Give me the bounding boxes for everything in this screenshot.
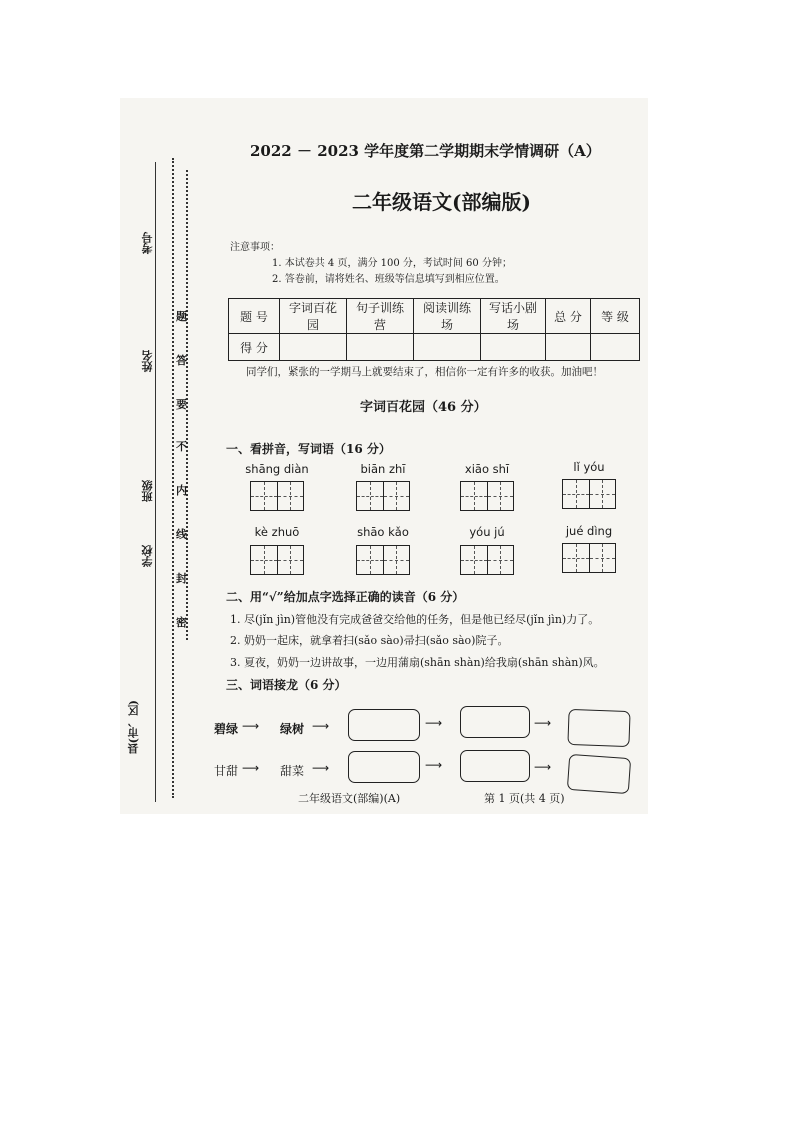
score-cell[interactable] [414,334,481,361]
seal-char: 要 [176,398,187,411]
section-title: 字词百花园（46 分） [360,400,487,415]
seal-char: 不 [176,440,187,453]
seal-char: 内 [176,484,187,497]
answer-box[interactable] [567,754,631,794]
table-header-cell: 字词百花园 [280,299,347,334]
chain-second-word: 绿树 [280,722,305,736]
answer-box[interactable] [348,751,420,783]
table-header-cell: 句子训练营 [347,299,414,334]
table-header-cell: 总 分 [546,299,591,334]
seal-char: 答 [176,354,187,367]
arrow-icon: ⟶ [425,716,443,730]
score-cell[interactable] [481,334,546,361]
arrow-icon: ⟶ [242,719,260,733]
pinyin-label: shāng diàn [245,462,309,476]
writing-grid[interactable] [250,545,304,575]
notes-item: 2. 答卷前，请将姓名、班级等信息填写到相应位置。 [272,274,505,285]
chain-start-word: 碧绿 [214,722,239,736]
table-header-cell: 等 级 [591,299,640,334]
score-cell[interactable] [347,334,414,361]
table-header-cell: 写话小剧场 [481,299,546,334]
score-cell[interactable] [546,334,591,361]
answer-box[interactable] [460,750,530,782]
chain-start-word: 甘甜 [214,764,239,778]
arrow-icon: ⟶ [534,760,552,774]
table-header-cell: 题 号 [229,299,280,334]
score-cell[interactable] [280,334,347,361]
seal-char: 线 [176,528,187,541]
exam-title: 2022 － 2023 学年度第二学期期末学情调研（A） [250,142,601,160]
pinyin-label: shāo kǎo [357,525,409,539]
answer-box[interactable] [460,706,530,738]
writing-grid[interactable] [460,481,514,511]
label-class: 班级 [141,480,154,502]
label-school: 学校 [141,545,154,567]
answer-box[interactable] [567,709,630,747]
writing-grid[interactable] [562,543,616,573]
notes-item: 1. 本试卷共 4 页，满分 100 分，考试时间 60 分钟； [272,258,512,269]
footer-left: 二年级语文(部编)(A) [298,792,401,805]
seal-char: 封 [176,572,187,585]
chain-second-word: 甜菜 [280,764,305,778]
writing-grid[interactable] [460,545,514,575]
seal-char: 密 [176,616,187,629]
footer-page: 第 1 页(共 4 页) [484,792,565,805]
writing-grid[interactable] [562,479,616,509]
pinyin-label: jué dìng [565,524,613,538]
intro-text: 同学们，紧张的一学期马上就要结束了，相信你一定有许多的收获。加油吧！ [246,366,603,378]
seal-line [172,158,174,798]
pinyin-label: xiāo shī [464,462,510,476]
table-header-cell: 阅读训练场 [414,299,481,334]
arrow-icon: ⟶ [312,719,330,733]
label-exam-no: 考号 [141,232,154,254]
q2-line: 3. 夏夜，奶奶一边讲故事，一边用蒲扇(shān shàn)给我扇(shān shàn)风。 [230,656,605,669]
writing-grid[interactable] [250,481,304,511]
q1-title: 一、看拼音，写词语（16 分） [226,442,391,456]
pinyin-label: biān zhī [360,462,406,476]
q2-title: 二、用“√”给加点字选择正确的读音（6 分） [226,590,465,604]
table-row-label: 得 分 [229,334,280,361]
label-county: 县(市、区) [127,700,140,755]
pinyin-label: kè zhuō [254,525,300,539]
notes-heading: 注意事项： [230,242,280,253]
q2-line: 1. 尽(jǐn jìn)管他没有完成爸爸交给他的任务，但是他已经尽(jǐn jìn)力了。 [230,613,600,626]
writing-grid[interactable] [356,481,410,511]
q2-line: 2. 奶奶一起床，就拿着扫(sǎo sào)帚扫(sǎo sào)院子。 [230,634,509,647]
arrow-icon: ⟶ [425,758,443,772]
score-cell[interactable] [591,334,640,361]
arrow-icon: ⟶ [312,761,330,775]
arrow-icon: ⟶ [242,761,260,775]
arrow-icon: ⟶ [534,716,552,730]
subject-title: 二年级语文(部编版) [352,190,531,214]
pinyin-label: yóu jú [469,525,505,539]
writing-grid[interactable] [356,545,410,575]
seal-char: 题 [176,310,187,323]
answer-box[interactable] [348,709,420,741]
label-name: 姓名 [141,350,154,372]
score-table [228,298,640,361]
pinyin-label: lǐ yóu [573,460,605,474]
q3-title: 三、词语接龙（6 分） [226,678,347,692]
